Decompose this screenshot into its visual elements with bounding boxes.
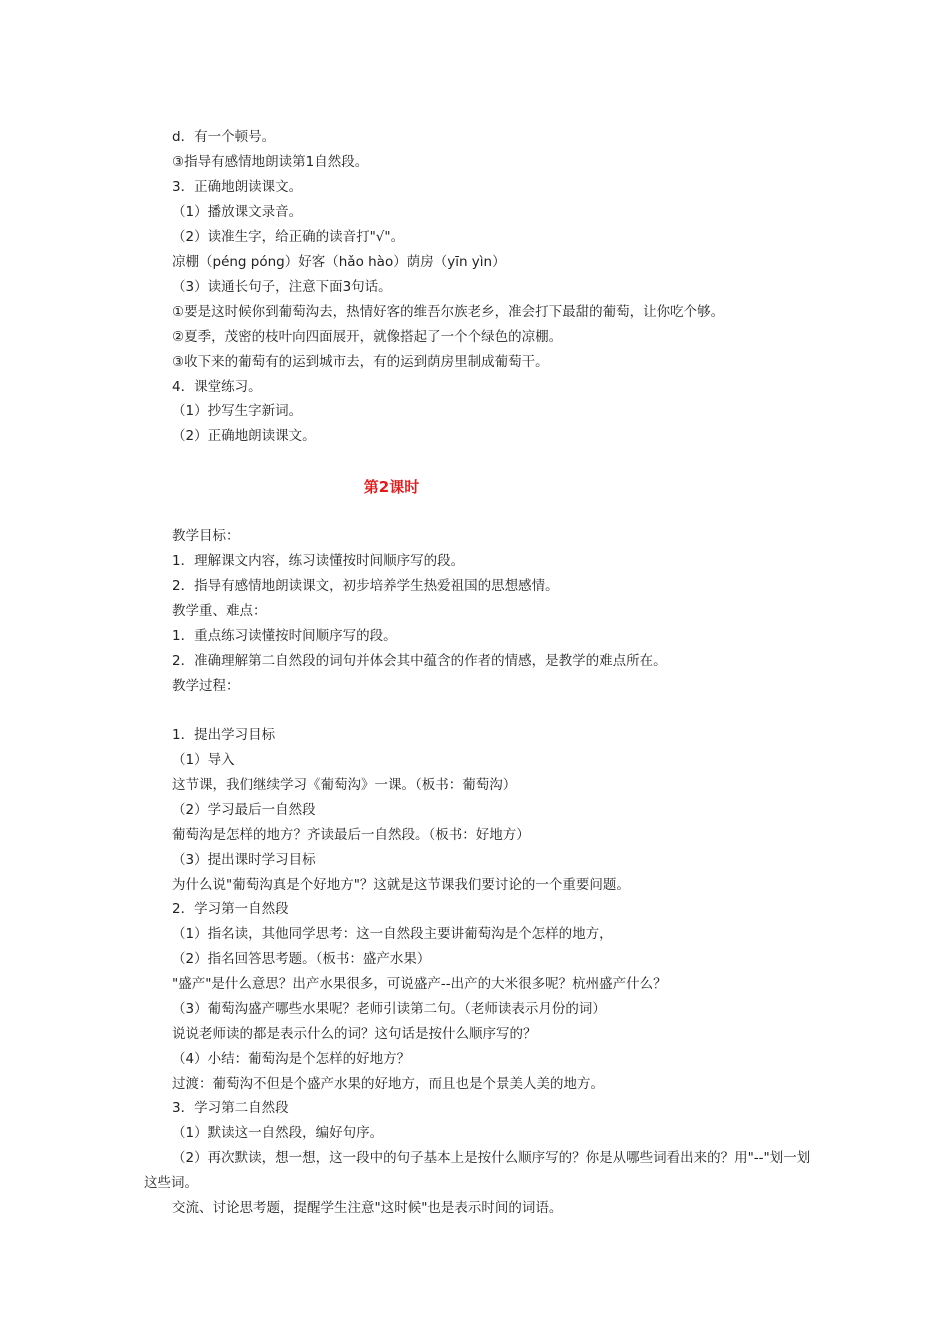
text-line: （3）读通长句子，注意下面3句话。 [172,279,392,295]
text-line: 这节课，我们继续学习《葡萄沟》一课。（板书：葡萄沟） [172,777,517,793]
text-line: ①要是这时候你到葡萄沟去，热情好客的维吾尔族老乡，准会打下最甜的葡萄，让你吃个够。 [172,304,725,320]
text-line: 2．指导有感情地朗读课文，初步培养学生热爱祖国的思想感情。 [172,578,559,594]
text-line: 1．重点练习读懂按时间顺序写的段。 [172,628,397,644]
text-line: （1）导入 [172,752,235,768]
text-line: （1）默读这一自然段，编好句序。 [172,1125,384,1141]
text-line: （4）小结：葡萄沟是个怎样的好地方？ [172,1051,411,1067]
text-line: 教学过程： [172,678,240,694]
text-line: （2）指名回答思考题。（板书：盛产水果） [172,951,431,967]
text-line: 为什么说"葡萄沟真是个好地方"？这就是这节课我们要讨论的一个重要问题。 [172,877,630,893]
text-line: 教学重、难点： [172,603,267,619]
wrapped-paragraph: （2）再次默读，想一想，这一段中的句子基本上是按什么顺序写的？你是从哪些词看出来的？用"--"划一划这些词。 [144,1150,811,1191]
text-line: （2）正确地朗读课文。 [172,428,316,444]
text-line: 教学目标： [172,528,240,544]
text-line: ③指导有感情地朗读第1自然段。 [172,154,369,170]
text-line: （1）播放课文录音。 [172,204,303,220]
text-line: 2．准确理解第二自然段的词句并体会其中蕴含的作者的情感，是教学的难点所在。 [172,653,667,669]
text-line: （1）指名读，其他同学思考：这一自然段主要讲葡萄沟是个怎样的地方， [172,926,613,942]
text-line: 3．学习第二自然段 [172,1100,289,1116]
text-line: 说说老师读的都是表示什么的词？这句话是按什么顺序写的？ [172,1026,537,1042]
section-heading: 第2课时 [363,478,420,496]
text-line: 1．提出学习目标 [172,727,276,743]
text-line: 2．学习第一自然段 [172,901,289,917]
text-line: ②夏季，茂密的枝叶向四面展开，就像搭起了一个个绿色的凉棚。 [172,329,563,345]
text-line: （1）抄写生字新词。 [172,403,303,419]
text-line: 凉棚（péng póng）好客（hǎo hào）荫房（yīn yìn） [172,254,506,270]
text-line: （3）提出课时学习目标 [172,852,316,868]
text-line: （2）读准生字，给正确的读音打"√"。 [172,229,405,245]
text-line: 过渡：葡萄沟不但是个盛产水果的好地方，而且也是个景美人美的地方。 [172,1076,604,1092]
text-line: ③收下来的葡萄有的运到城市去，有的运到荫房里制成葡萄干。 [172,354,549,370]
text-line: 4．课堂练习。 [172,379,262,395]
text-line: 葡萄沟是怎样的地方？齐读最后一自然段。（板书：好地方） [172,827,530,843]
text-line: 交流、讨论思考题，提醒学生注意"这时候"也是表示时间的词语。 [172,1200,563,1216]
text-line: "盛产"是什么意思？出产水果很多，可说盛产--出产的大米很多呢？杭州盛产什么？ [172,976,667,992]
text-line: d．有一个顿号。 [172,129,276,145]
text-line: （2）学习最后一自然段 [172,802,316,818]
text-line: （3）葡萄沟盛产哪些水果呢？老师引读第二句。（老师读表示月份的词） [172,1001,606,1017]
text-line: 1．理解课文内容，练习读懂按时间顺序写的段。 [172,553,465,569]
text-line: 3．正确地朗读课文。 [172,179,303,195]
